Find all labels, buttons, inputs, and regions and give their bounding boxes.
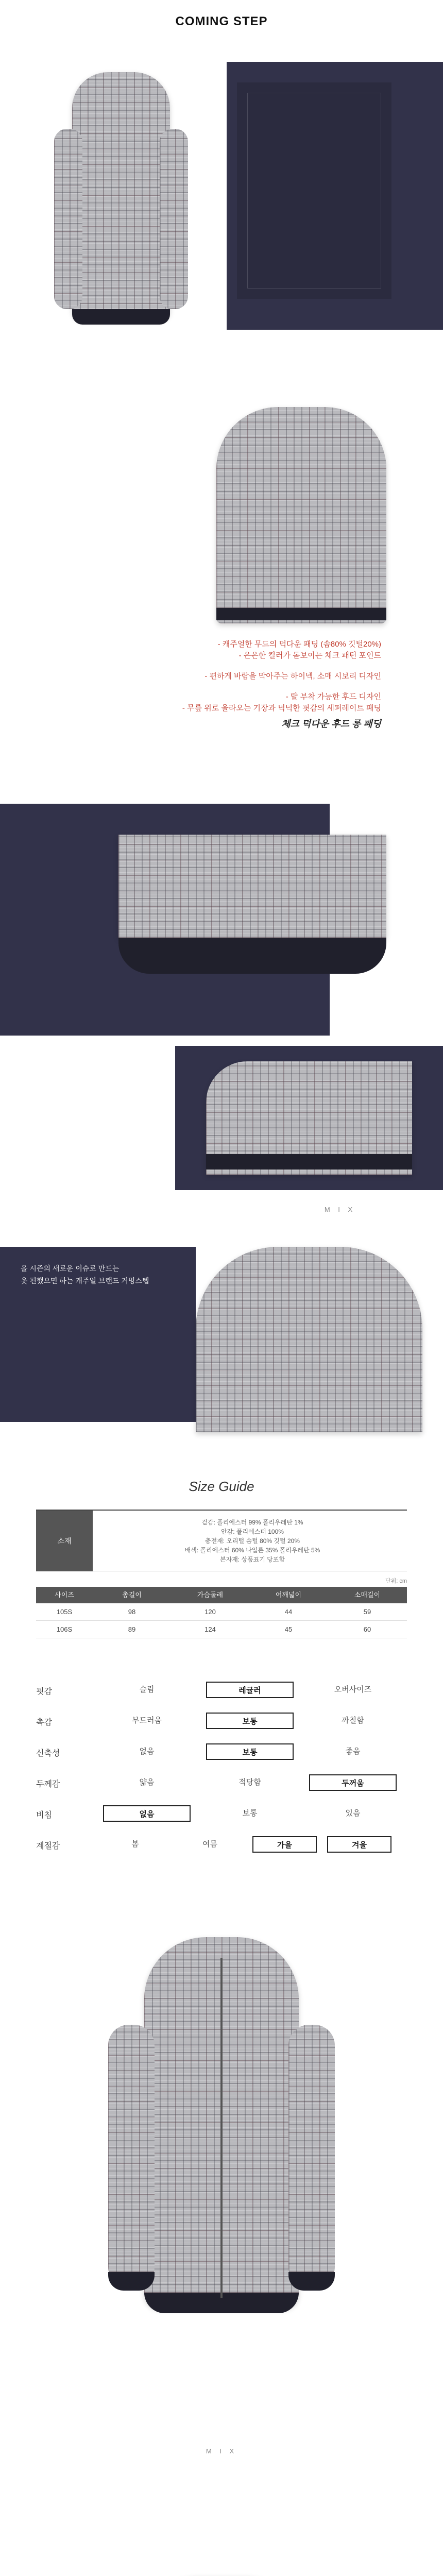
fit-option-selected: 레귤러 [206,1682,294,1698]
fit-row-touch [36,1710,407,1731]
fit-option-selected: 겨울 [327,1836,391,1853]
brand-logo-text: COMING STEP [175,14,268,28]
material-label: 소재 [36,1511,93,1571]
hem-detail-band [118,938,386,974]
feature-bullet-3: - 편하게 바람을 막아주는 하이넥, 소매 시보리 디자인 [205,672,381,681]
fit-row-thickness [36,1772,407,1793]
front-coat-sleeve-right [288,2025,335,2287]
hero-inset-line [247,93,381,289]
fit-option-selected: 없음 [103,1805,191,1822]
size-col-length: 총길이 [122,1591,142,1599]
fit-option-selected: 두꺼움 [309,1774,397,1791]
size-cell: 120 [205,1608,216,1616]
fit-label: 두께감 [36,1780,60,1789]
size-cell: 105S [56,1608,73,1616]
hood-closeup-photo[interactable] [216,407,386,623]
fit-label: 핏감 [36,1687,52,1696]
fit-option: 없음 [139,1747,155,1756]
hero-coat-photo [72,72,170,319]
fit-option: 까칠함 [342,1716,364,1725]
size-col-sleeve: 소매길이 [354,1591,381,1599]
material-lines [103,1518,402,1564]
promo-line-2: 옷 편했으면 하는 캐주얼 브랜드 커밍스텝 [21,1277,149,1285]
size-table [36,1587,407,1638]
hero-coat-sleeve-right [160,129,188,309]
size-col-chest: 가슴둘레 [197,1591,224,1599]
fit-label: 신축성 [36,1749,60,1758]
promo-text [21,1262,185,1287]
feature-list [165,639,381,730]
material-line-4: 배색: 폴리에스터 60% 나일론 35% 폴리우레탄 5% [184,1547,320,1554]
size-col-size: 사이즈 [55,1591,74,1599]
feature-bullet-4: - 탈 부착 가능한 후드 디자인 [285,692,381,701]
size-cell: 44 [284,1608,293,1616]
fit-row-season [36,1834,407,1855]
fit-option: 좋음 [345,1747,361,1756]
size-table-header [36,1587,407,1603]
material-line-5: 본자재: 상품표기 당포함 [220,1556,285,1563]
size-unit: 단위: cm [385,1578,407,1584]
hero-coat-sleeve-left [54,129,82,309]
size-cell: 124 [205,1625,216,1633]
size-cell: 45 [284,1625,293,1633]
promo-line-1: 올 시즌의 새로운 이슈로 만드는 [21,1264,120,1273]
fit-label: 계절감 [36,1842,60,1851]
front-coat-sleeve-left [108,2025,155,2287]
material-line-2: 안감: 폴리에스터 100% [221,1528,284,1535]
sleeve-detail-cuff [206,1154,412,1170]
size-table-row [36,1621,407,1638]
fit-label: 촉감 [36,1718,52,1727]
front-coat-cuff-left [108,2272,155,2291]
size-col-shoulder: 어깨넓이 [275,1591,302,1599]
size-cell: 89 [128,1625,136,1633]
feature-bullet-1: - 캐주얼한 무드의 덕다운 패딩 (솜80% 깃털20%) [217,640,381,649]
material-box [36,1510,407,1571]
size-cell: 106S [56,1625,73,1633]
fit-option: 얇음 [139,1778,155,1787]
material-line-1: 겉감: 폴리에스터 99% 폴리우레탄 1% [201,1519,303,1526]
front-coat-zipper [220,1958,223,2298]
fit-option: 부드러움 [132,1716,162,1725]
mix-label-1: M I X [324,1206,356,1213]
feature-bullet-5: - 무릎 위로 올라오는 기장과 넉넉한 핏감의 세퍼레이트 패딩 [182,704,381,713]
fit-label: 비침 [36,1811,52,1820]
fit-row-stretch [36,1741,407,1762]
size-table-row [36,1603,407,1621]
size-cell: 60 [363,1625,371,1633]
hem-detail-photo[interactable] [118,835,386,938]
fit-option: 봄 [131,1840,139,1849]
header-logo[interactable] [0,14,443,29]
fit-option: 보통 [242,1809,258,1818]
fit-option: 적당함 [238,1778,261,1787]
fit-option-selected: 보통 [206,1743,294,1760]
size-cell: 98 [128,1608,136,1616]
fit-row-fit [36,1680,407,1700]
fit-row-sheer [36,1803,407,1824]
front-coat-cuff-right [288,2272,335,2291]
mix-label-2: M I X [206,2447,237,2455]
hero-coat-hem [72,309,170,325]
fit-option: 여름 [202,1840,217,1849]
back-hood-photo[interactable] [196,1247,422,1432]
fit-option: 슬림 [139,1685,155,1694]
hood-closeup-cuff [216,608,386,620]
material-line-3: 충전재: 오리털 솜털 80% 깃털 20% [205,1537,300,1545]
size-guide-title: Size Guide [189,1479,254,1494]
product-title: 체크 덕다운 후드 롱 패딩 [281,719,381,729]
fit-option: 오버사이즈 [334,1685,372,1694]
feature-bullet-2: - 은은한 컬러가 돋보이는 체크 패턴 포인트 [238,651,381,660]
fit-option-selected: 보통 [206,1713,294,1729]
size-cell: 59 [363,1608,371,1616]
fit-option-selected: 가을 [252,1836,317,1853]
fit-option: 있음 [345,1809,361,1818]
